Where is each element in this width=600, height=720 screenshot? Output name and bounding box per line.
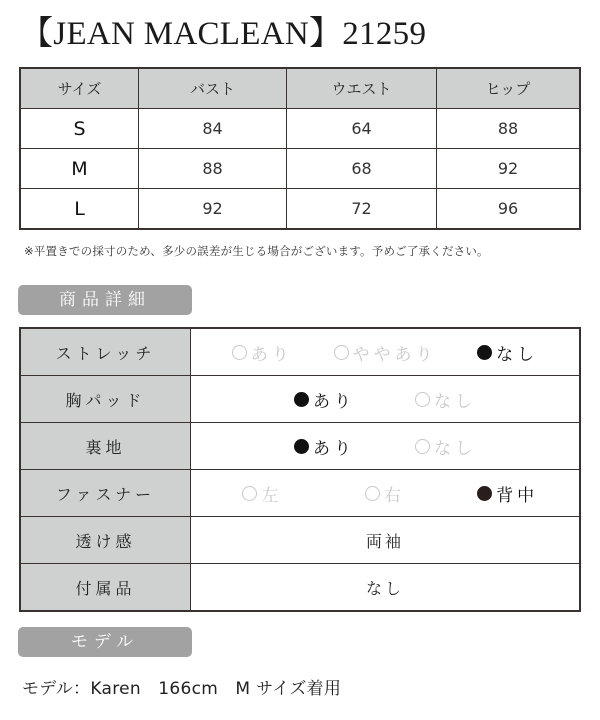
stretch-options <box>191 340 579 365</box>
lining-options <box>191 434 579 459</box>
product-details-table <box>19 327 581 612</box>
option-unselected: 右 <box>324 481 447 506</box>
size-chart-header-row <box>20 68 580 109</box>
detail-label: 透け感 <box>20 517 191 564</box>
header-hip: ヒップ <box>437 68 581 109</box>
empty-circle-icon <box>365 486 380 501</box>
detail-label: 裏地 <box>20 423 191 470</box>
detail-row-accessories <box>20 564 580 612</box>
size-row-s <box>20 109 580 149</box>
waist-value: 68 <box>287 149 437 189</box>
size-label: L <box>20 189 139 230</box>
filled-circle-icon <box>477 486 492 501</box>
zipper-options <box>191 481 579 506</box>
option-unselected: 左 <box>201 481 324 506</box>
product-title: 【JEAN MACLEAN】21259 <box>20 16 427 52</box>
option-selected: あり <box>294 387 355 412</box>
empty-circle-icon <box>415 439 430 454</box>
option-selected: 背中 <box>446 481 569 506</box>
header-bust: バスト <box>139 68 287 109</box>
bust-pad-options <box>191 387 579 412</box>
model-info: モデル：Karen 166cm M サイズ着用 <box>22 679 342 699</box>
option-unselected: なし <box>415 387 476 412</box>
filled-circle-icon <box>477 345 492 360</box>
waist-value: 64 <box>287 109 437 149</box>
bust-value: 92 <box>139 189 287 230</box>
detail-label: 付属品 <box>20 564 191 612</box>
detail-label: ファスナー <box>20 470 191 517</box>
bust-value: 88 <box>139 149 287 189</box>
model-heading: モデル <box>18 627 192 657</box>
detail-row-stretch <box>20 328 580 376</box>
hip-value: 88 <box>437 109 581 149</box>
size-row-m <box>20 149 580 189</box>
detail-value: なし <box>191 564 581 612</box>
option-unselected: ややあり <box>324 340 447 365</box>
detail-label: 胸パッド <box>20 376 191 423</box>
option-unselected: なし <box>415 434 476 459</box>
empty-circle-icon <box>232 345 247 360</box>
size-row-l <box>20 189 580 230</box>
option-selected: なし <box>446 340 569 365</box>
empty-circle-icon <box>334 345 349 360</box>
filled-circle-icon <box>294 392 309 407</box>
option-selected: あり <box>294 434 355 459</box>
detail-row-lining <box>20 423 580 470</box>
size-label: M <box>20 149 139 189</box>
size-chart-table <box>19 67 581 230</box>
hip-value: 92 <box>437 149 581 189</box>
header-size: サイズ <box>20 68 139 109</box>
empty-circle-icon <box>242 486 257 501</box>
waist-value: 72 <box>287 189 437 230</box>
detail-value: 両袖 <box>191 517 581 564</box>
measurement-note: ※平置きでの採寸のため、多少の誤差が生じる場合がございます。予めご了承ください。 <box>24 244 489 258</box>
empty-circle-icon <box>415 392 430 407</box>
header-waist: ウエスト <box>287 68 437 109</box>
filled-circle-icon <box>294 439 309 454</box>
detail-row-bust-pad <box>20 376 580 423</box>
detail-label: ストレッチ <box>20 328 191 376</box>
option-unselected: あり <box>201 340 324 365</box>
bust-value: 84 <box>139 109 287 149</box>
size-label: S <box>20 109 139 149</box>
product-details-heading: 商品詳細 <box>18 285 192 315</box>
hip-value: 96 <box>437 189 581 230</box>
detail-row-zipper <box>20 470 580 517</box>
detail-row-sheerness <box>20 517 580 564</box>
